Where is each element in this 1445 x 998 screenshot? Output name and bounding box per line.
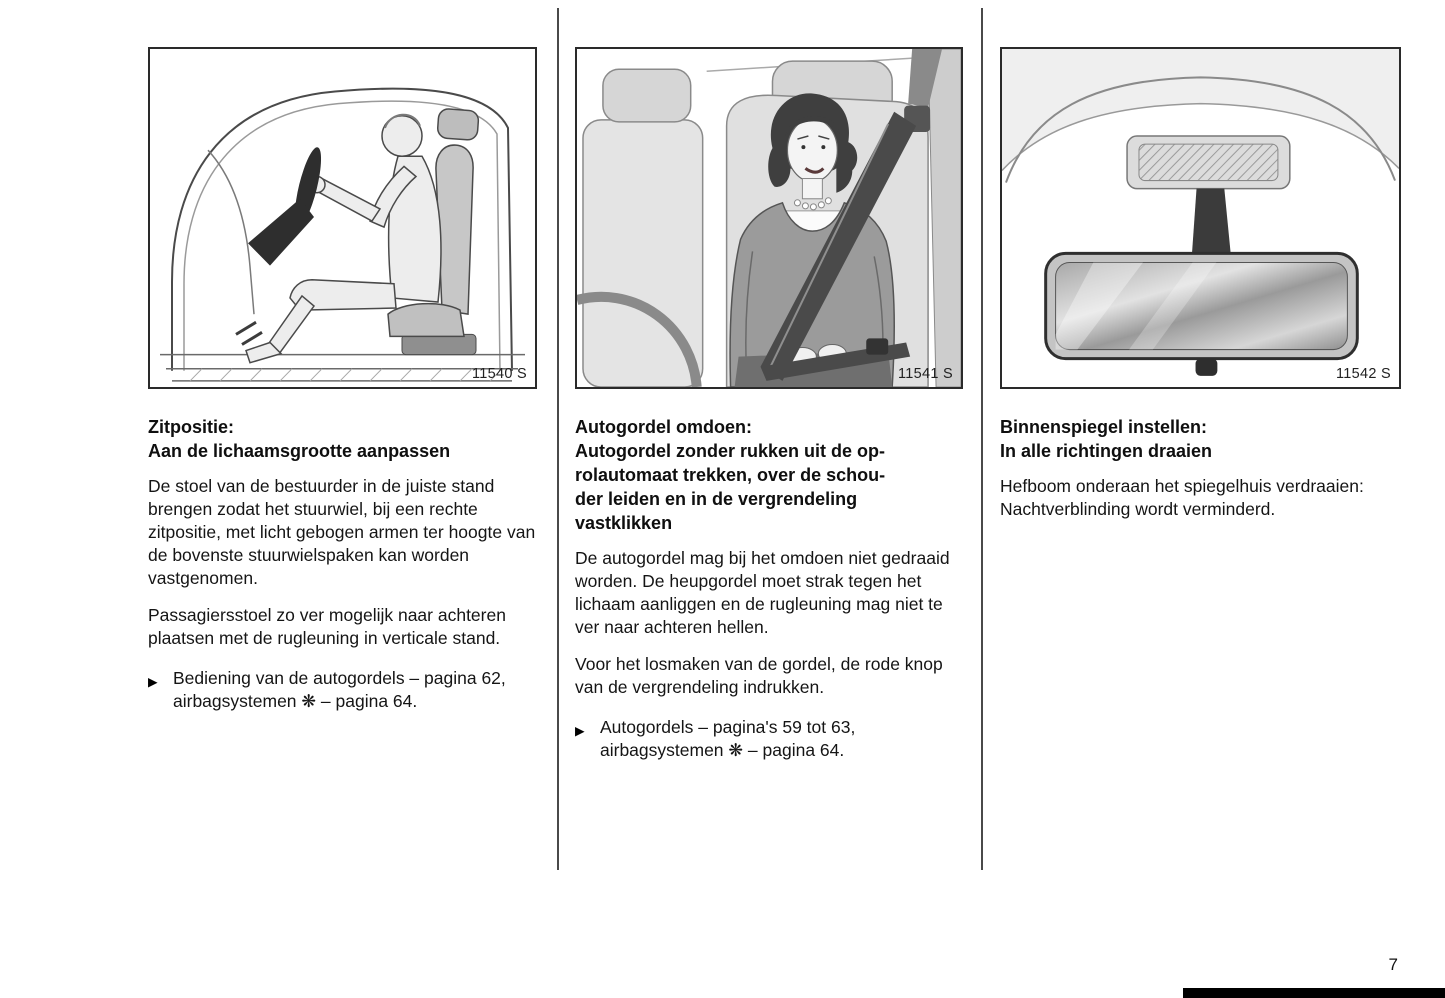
heading-line: der leiden en in de vergrendeling — [575, 489, 858, 509]
figure-caption: 11541 S — [897, 366, 953, 382]
figure-seatbelt-use — [575, 47, 963, 389]
cross-reference-text: Bediening van de autogordels – pagina 62, airbagsystemen ❋ – pagina 64. — [173, 668, 506, 711]
arrow-bullet-icon: ▶ — [575, 724, 585, 738]
heading-line: Autogordel omdoen: — [575, 417, 752, 437]
paragraph: Hefboom onderaan het spiegelhuis verdraaien: Nachtverblinding wordt verminderd. — [1000, 476, 1364, 519]
figure-driver-seating — [148, 47, 537, 389]
cross-reference-text: Autogordels – pagina's 59 tot 63, airbagsystemen ❋ – pagina 64. — [600, 717, 856, 760]
cross-reference — [575, 716, 963, 762]
page-number: 7 — [1388, 955, 1398, 974]
paragraph: Voor het losmaken van de gordel, de rode knop van de vergrendeling indrukken. — [575, 654, 943, 697]
rearview-mirror-illustration — [1002, 49, 1399, 387]
heading-line: vastklikken — [575, 513, 673, 533]
paragraph: Passagiersstoel zo ver mogelijk naar achteren plaatsen met de rugleuning in verticale stand. — [148, 605, 506, 648]
heading-line: Binnenspiegel instellen: — [1000, 417, 1208, 437]
section-heading — [148, 415, 537, 463]
heading-line: Zitpositie: — [148, 417, 234, 437]
paragraph: De autogordel mag bij het omdoen niet gedraaid worden. De heupgordel moet strak tegen het lichaam aanliggen en de rugleuning mag niet te ver naar achteren hellen. — [575, 548, 950, 637]
column-divider — [981, 8, 983, 870]
section-heading — [1000, 415, 1401, 463]
driver-seating-illustration — [150, 49, 535, 387]
arrow-bullet-icon: ▶ — [148, 675, 158, 689]
figure-caption: 11540 S — [471, 366, 527, 382]
paragraph: De stoel van de bestuurder in de juiste stand brengen zodat het stuurwiel, bij een rechte zitpositie, met licht gebogen armen ter hoogte van de bovenste stuurwielspaken kan worden vastgenomen. — [148, 476, 536, 588]
heading-line: rolautomaat trekken, over de schou- — [575, 465, 886, 485]
heading-line: Autogordel zonder rukken uit de op- — [575, 441, 885, 461]
page-edge-bar — [1183, 988, 1445, 998]
column-divider — [557, 8, 559, 870]
figure-rearview-mirror — [1000, 47, 1401, 389]
section-autogordel — [575, 47, 963, 762]
section-binnenspiegel — [1000, 47, 1401, 535]
seatbelt-illustration — [577, 49, 961, 387]
section-zitpositie — [148, 47, 537, 713]
heading-line: In alle richtingen draaien — [1000, 441, 1213, 461]
cross-reference — [148, 667, 537, 713]
section-heading — [575, 415, 963, 535]
figure-caption: 11542 S — [1335, 366, 1391, 382]
heading-line: Aan de lichaamsgrootte aanpassen — [148, 441, 451, 461]
